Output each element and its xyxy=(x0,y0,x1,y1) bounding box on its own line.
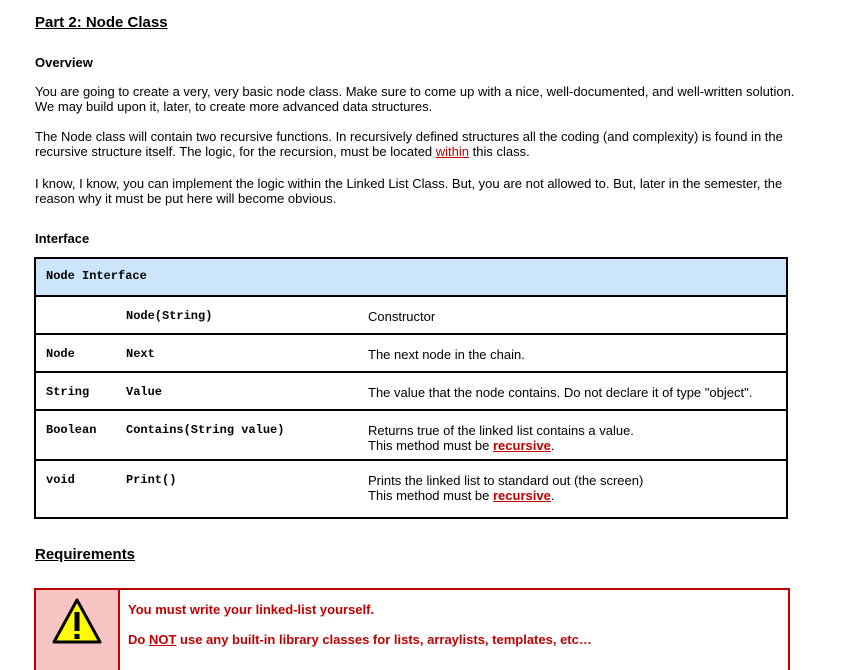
interface-heading: Interface xyxy=(35,231,90,246)
member-description: The next node in the chain. xyxy=(368,347,525,362)
name-cell xyxy=(116,296,358,334)
not-emphasis: NOT xyxy=(148,632,177,647)
member-description: The value that the node contains. Do not declare it of type "object". xyxy=(368,385,753,400)
table-title: Node Interface xyxy=(46,269,147,283)
overview-paragraph-2 xyxy=(35,129,805,159)
desc-cell xyxy=(358,460,787,518)
name-cell xyxy=(116,334,358,372)
name-cell xyxy=(116,410,358,460)
table-row xyxy=(35,296,787,334)
type-text xyxy=(36,297,116,309)
p2-text-end: this class. xyxy=(469,144,530,159)
node-interface-table xyxy=(34,257,788,519)
recursive-emphasis: recursive xyxy=(493,488,551,503)
name-cell xyxy=(116,372,358,410)
warning-line-2 xyxy=(128,632,592,647)
name-cell xyxy=(116,460,358,518)
desc-cell xyxy=(358,410,787,460)
warning-line-1: You must write your linked-list yourself. xyxy=(128,602,375,617)
desc-line-2: This method must be xyxy=(368,438,493,453)
table-header-cell xyxy=(35,258,787,296)
type-text: Node xyxy=(46,347,75,361)
table-row xyxy=(35,410,787,460)
type-cell xyxy=(35,334,116,372)
desc-period: . xyxy=(550,438,555,453)
member-description xyxy=(358,461,786,503)
desc-cell xyxy=(358,334,787,372)
warning-line-2-start: Do xyxy=(128,632,149,647)
table-row xyxy=(35,372,787,410)
table-header-row xyxy=(35,258,787,296)
warning-triangle-icon xyxy=(36,590,118,664)
desc-line-1: Returns true of the linked list contains a value. xyxy=(368,423,634,438)
p2-text: The Node class will contain two recursive functions. In recursively defined structures all the coding (and complexity) is found in the recursive structure itself. The logic, for the recursion, must be located xyxy=(35,129,783,159)
recursive-emphasis: recursive xyxy=(493,438,551,453)
type-text: void xyxy=(46,473,75,487)
warning-icon-cell xyxy=(36,590,120,670)
overview-paragraph-1: You are going to create a very, very basic node class. Make sure to come up with a nice, well-documented, and well-written solution. We may build upon it, later, to create more advanced data structures. xyxy=(35,84,795,114)
type-text: String xyxy=(46,385,90,399)
type-cell xyxy=(35,460,116,518)
desc-period: . xyxy=(550,488,555,503)
member-name: Print() xyxy=(126,473,177,487)
member-name: Next xyxy=(126,347,155,361)
member-name: Node(String) xyxy=(126,309,213,323)
type-text: Boolean xyxy=(46,423,97,437)
warning-line-2-end: use any built-in library classes for lists, arraylists, templates, etc… xyxy=(176,632,592,647)
part-title: Part 2: Node Class xyxy=(35,14,168,31)
desc-line-1: Prints the linked list to standard out (the screen) xyxy=(368,473,644,488)
type-cell xyxy=(35,372,116,410)
desc-line-2: This method must be xyxy=(368,488,493,503)
member-name: Contains(String value) xyxy=(126,423,285,437)
overview-heading: Overview xyxy=(35,55,93,70)
member-description: Constructor xyxy=(368,309,436,324)
type-cell xyxy=(35,410,116,460)
member-description xyxy=(358,411,786,453)
warning-box xyxy=(34,588,790,670)
requirements-heading: Requirements xyxy=(35,546,136,563)
desc-cell xyxy=(358,372,787,410)
overview-paragraph-3: I know, I know, you can implement the logic within the Linked List Class. But, you are not allowed to. But, later in the semester, the reason why it must be put here will become obvious. xyxy=(35,176,783,206)
table-row xyxy=(35,334,787,372)
member-name: Value xyxy=(126,385,163,399)
within-emphasis: within xyxy=(435,144,470,159)
table-row xyxy=(35,460,787,518)
type-cell xyxy=(35,296,116,334)
desc-cell xyxy=(358,296,787,334)
